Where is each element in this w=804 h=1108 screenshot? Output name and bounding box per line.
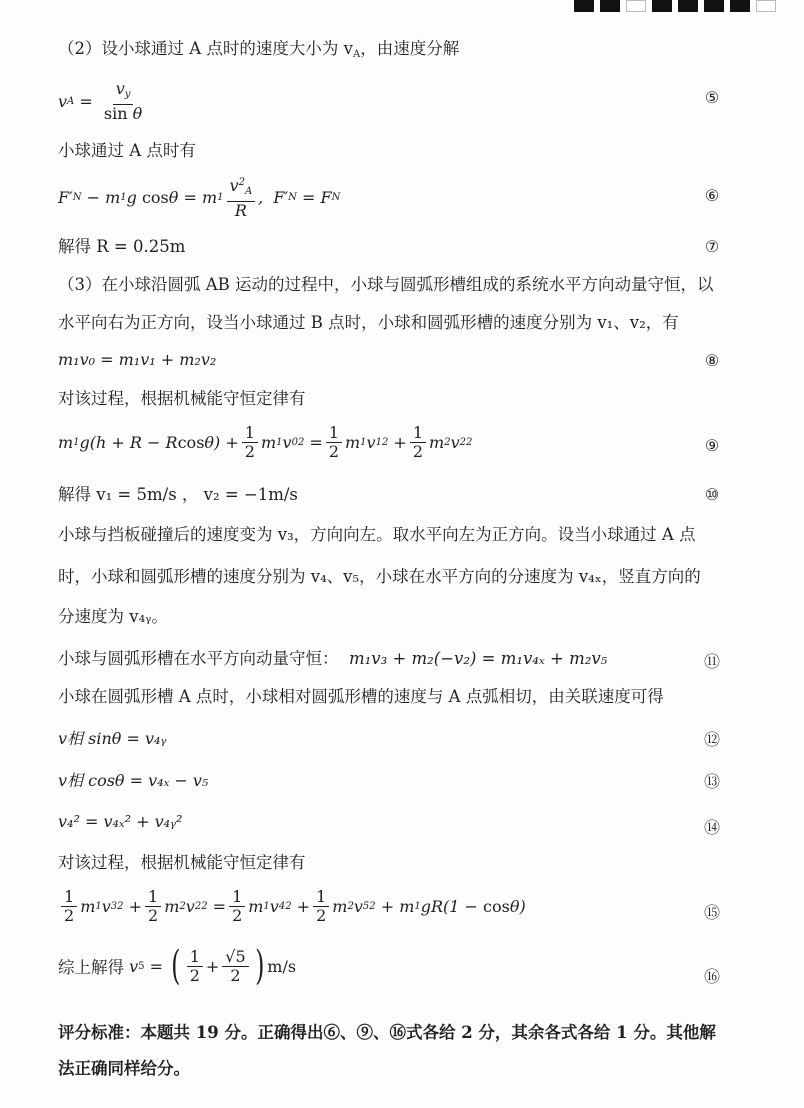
text-line: 小球与挡板碰撞后的速度变为 v₃，方向向左。取水平向左为正方向。设当小球通过 A 点	[58, 525, 696, 544]
eq-number-7: ⑦	[704, 237, 720, 256]
text-line: 对该过程，根据机械能守恒定律有	[58, 389, 306, 408]
mark	[756, 0, 776, 12]
scoring-criteria: 评分标准：本题共 19 分。正确得出⑥、⑨、⑯式各给 2 分，其余各式各给 1 分。其他解	[58, 1023, 716, 1042]
text-line: 分速度为 v₄ᵧ。	[58, 607, 168, 626]
text-line: 时，小球和圆弧形槽的速度分别为 v₄、v₅，小球在水平方向的分速度为 v₄ₓ，竖直方向的	[58, 567, 701, 586]
eq-number-5: ⑤	[704, 88, 720, 107]
eq-number-8: ⑧	[704, 351, 720, 370]
mark	[574, 0, 594, 12]
eq-number-12: ⑫	[703, 730, 720, 749]
mark	[600, 0, 620, 12]
equation-11: m₁v₃ + m₂(−v₂) = m₁v₄ₓ + m₂v₅	[349, 649, 608, 668]
equation-9: m 1 g(h + R − R cos θ) + $\frac{1}{2}$ m 1 v 0 2 = $\frac{1}{2}$ m 1 v 1 2 + $\frac{1}{2}$ m 2 v 2 2	[58, 423, 473, 461]
mark	[626, 0, 646, 12]
scoring-criteria-cont: 法正确同样给分。	[58, 1059, 190, 1078]
text-line: 小球通过 A 点时有	[58, 141, 196, 160]
result-line: 解得 R = 0.25m	[58, 237, 186, 256]
eq-number-16: ⑯	[703, 967, 720, 986]
equation-15: $\frac{1}{2}$ m 1 v 3 2 + $\frac{1}{2}$ m 2 v 2 2 = $\frac{1}{2}$ m 1 v 4 2 + $\frac{1}{2}$ m 2 v 5 2 + m 1 gR(1 − cos θ)	[58, 888, 526, 925]
equation-8: m₁v₀ = m₁v₁ + m₂v₂	[58, 350, 217, 369]
text-line: 小球在圆弧形槽 A 点时，小球相对圆弧形槽的速度与 A 点弧相切，由关联速度可得	[58, 687, 664, 706]
part2-intro: （2）设小球通过 A 点时的速度大小为 $v_A$，由速度分解	[58, 39, 460, 60]
equation-13: v相 cosθ = v₄ₓ − v₅	[58, 771, 209, 790]
equation-14: v₄² = v₄ₓ² + v₄ᵧ²	[58, 812, 183, 831]
mark	[678, 0, 698, 12]
mark	[730, 0, 750, 12]
equation-12: v相 sinθ = v₄ᵧ	[58, 729, 167, 748]
eq-number-11: ⑪	[703, 652, 720, 671]
eq-number-15: ⑮	[703, 903, 720, 922]
mark	[704, 0, 724, 12]
eq-number-13: ⑬	[703, 772, 720, 791]
eq-number-9: ⑨	[704, 436, 720, 455]
registration-marks	[574, 0, 776, 12]
eq-number-6: ⑥	[704, 186, 720, 205]
equation-16: 综上解得 v 5 = ( $\frac{1}{2}$ + $\frac{√5}{2}$ ) m/s	[58, 943, 297, 989]
eq-number-10: ⑩	[704, 485, 720, 504]
text-line: （3）在小球沿圆弧 AB 运动的过程中，小球与圆弧形槽组成的系统水平方向动量守恒，以	[58, 275, 714, 294]
equation-6: F′ N − m 1 g cos θ = m 1 $\frac{v^2_A}{R}$ , F′ N = F N	[58, 176, 341, 220]
result-line: 解得 v₁ = 5m/s ， v₂ = −1m/s	[58, 485, 298, 504]
text-line: 水平向右为正方向，设当小球通过 B 点时，小球和圆弧形槽的速度分别为 v₁、v₂，有	[58, 313, 679, 332]
mark	[652, 0, 672, 12]
equation-5: v A = $\frac{v_y}{\text{sin θ}}$	[58, 79, 143, 123]
eq-number-14: ⑭	[703, 818, 720, 837]
text-line: 小球与圆弧形槽在水平方向动量守恒： m₁v₃ + m₂(−v₂) = m₁v₄ₓ + m₂v₅	[58, 649, 608, 668]
text-line: 对该过程，根据机械能守恒定律有	[58, 853, 306, 872]
